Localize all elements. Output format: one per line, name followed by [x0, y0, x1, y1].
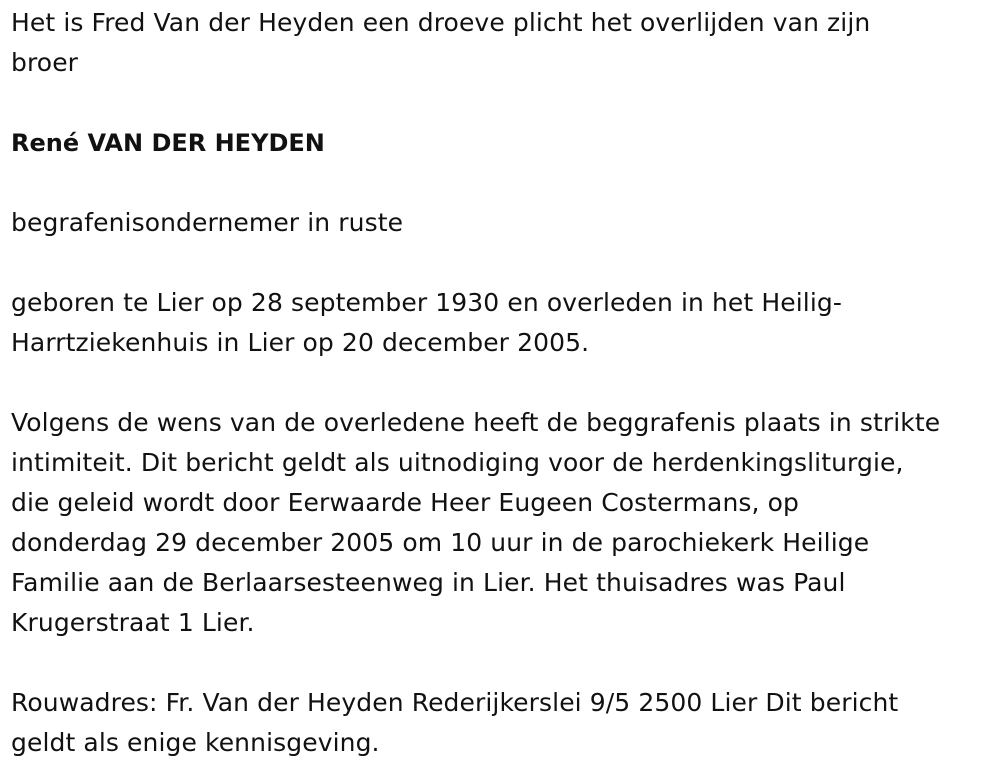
- funeral-paragraph: Volgens de wens van de overledene heeft de beggrafenis plaats in strikte intimiteit. Dit bericht geldt als uitnodiging voor de herdenkingsliturgie, die geleid wordt door Eerwaarde Heer Eugeen Costermans, op donderdag 29 december 2005 om 10 uur in de parochiekerk Heilige Familie aan de Berlaarsesteenweg in Lier. Het thuisadres was Paul Krugerstraat 1 Lier.: [11, 408, 941, 637]
- occupation-line: begrafenisondernemer in ruste: [11, 208, 404, 237]
- mourning-address-paragraph: Rouwadres: Fr. Van der Heyden Rederijkerslei 9/5 2500 Lier Dit bericht geldt als enige kennisgeving.: [11, 688, 899, 757]
- intro-paragraph: Het is Fred Van der Heyden een droeve plicht het overlijden van zijn broer: [11, 8, 871, 77]
- deceased-name: René VAN DER HEYDEN: [11, 129, 325, 157]
- birth-death-paragraph: geboren te Lier op 28 september 1930 en overleden in het Heilig- Harrtziekenhuis in Lier op 20 december 2005.: [11, 288, 842, 357]
